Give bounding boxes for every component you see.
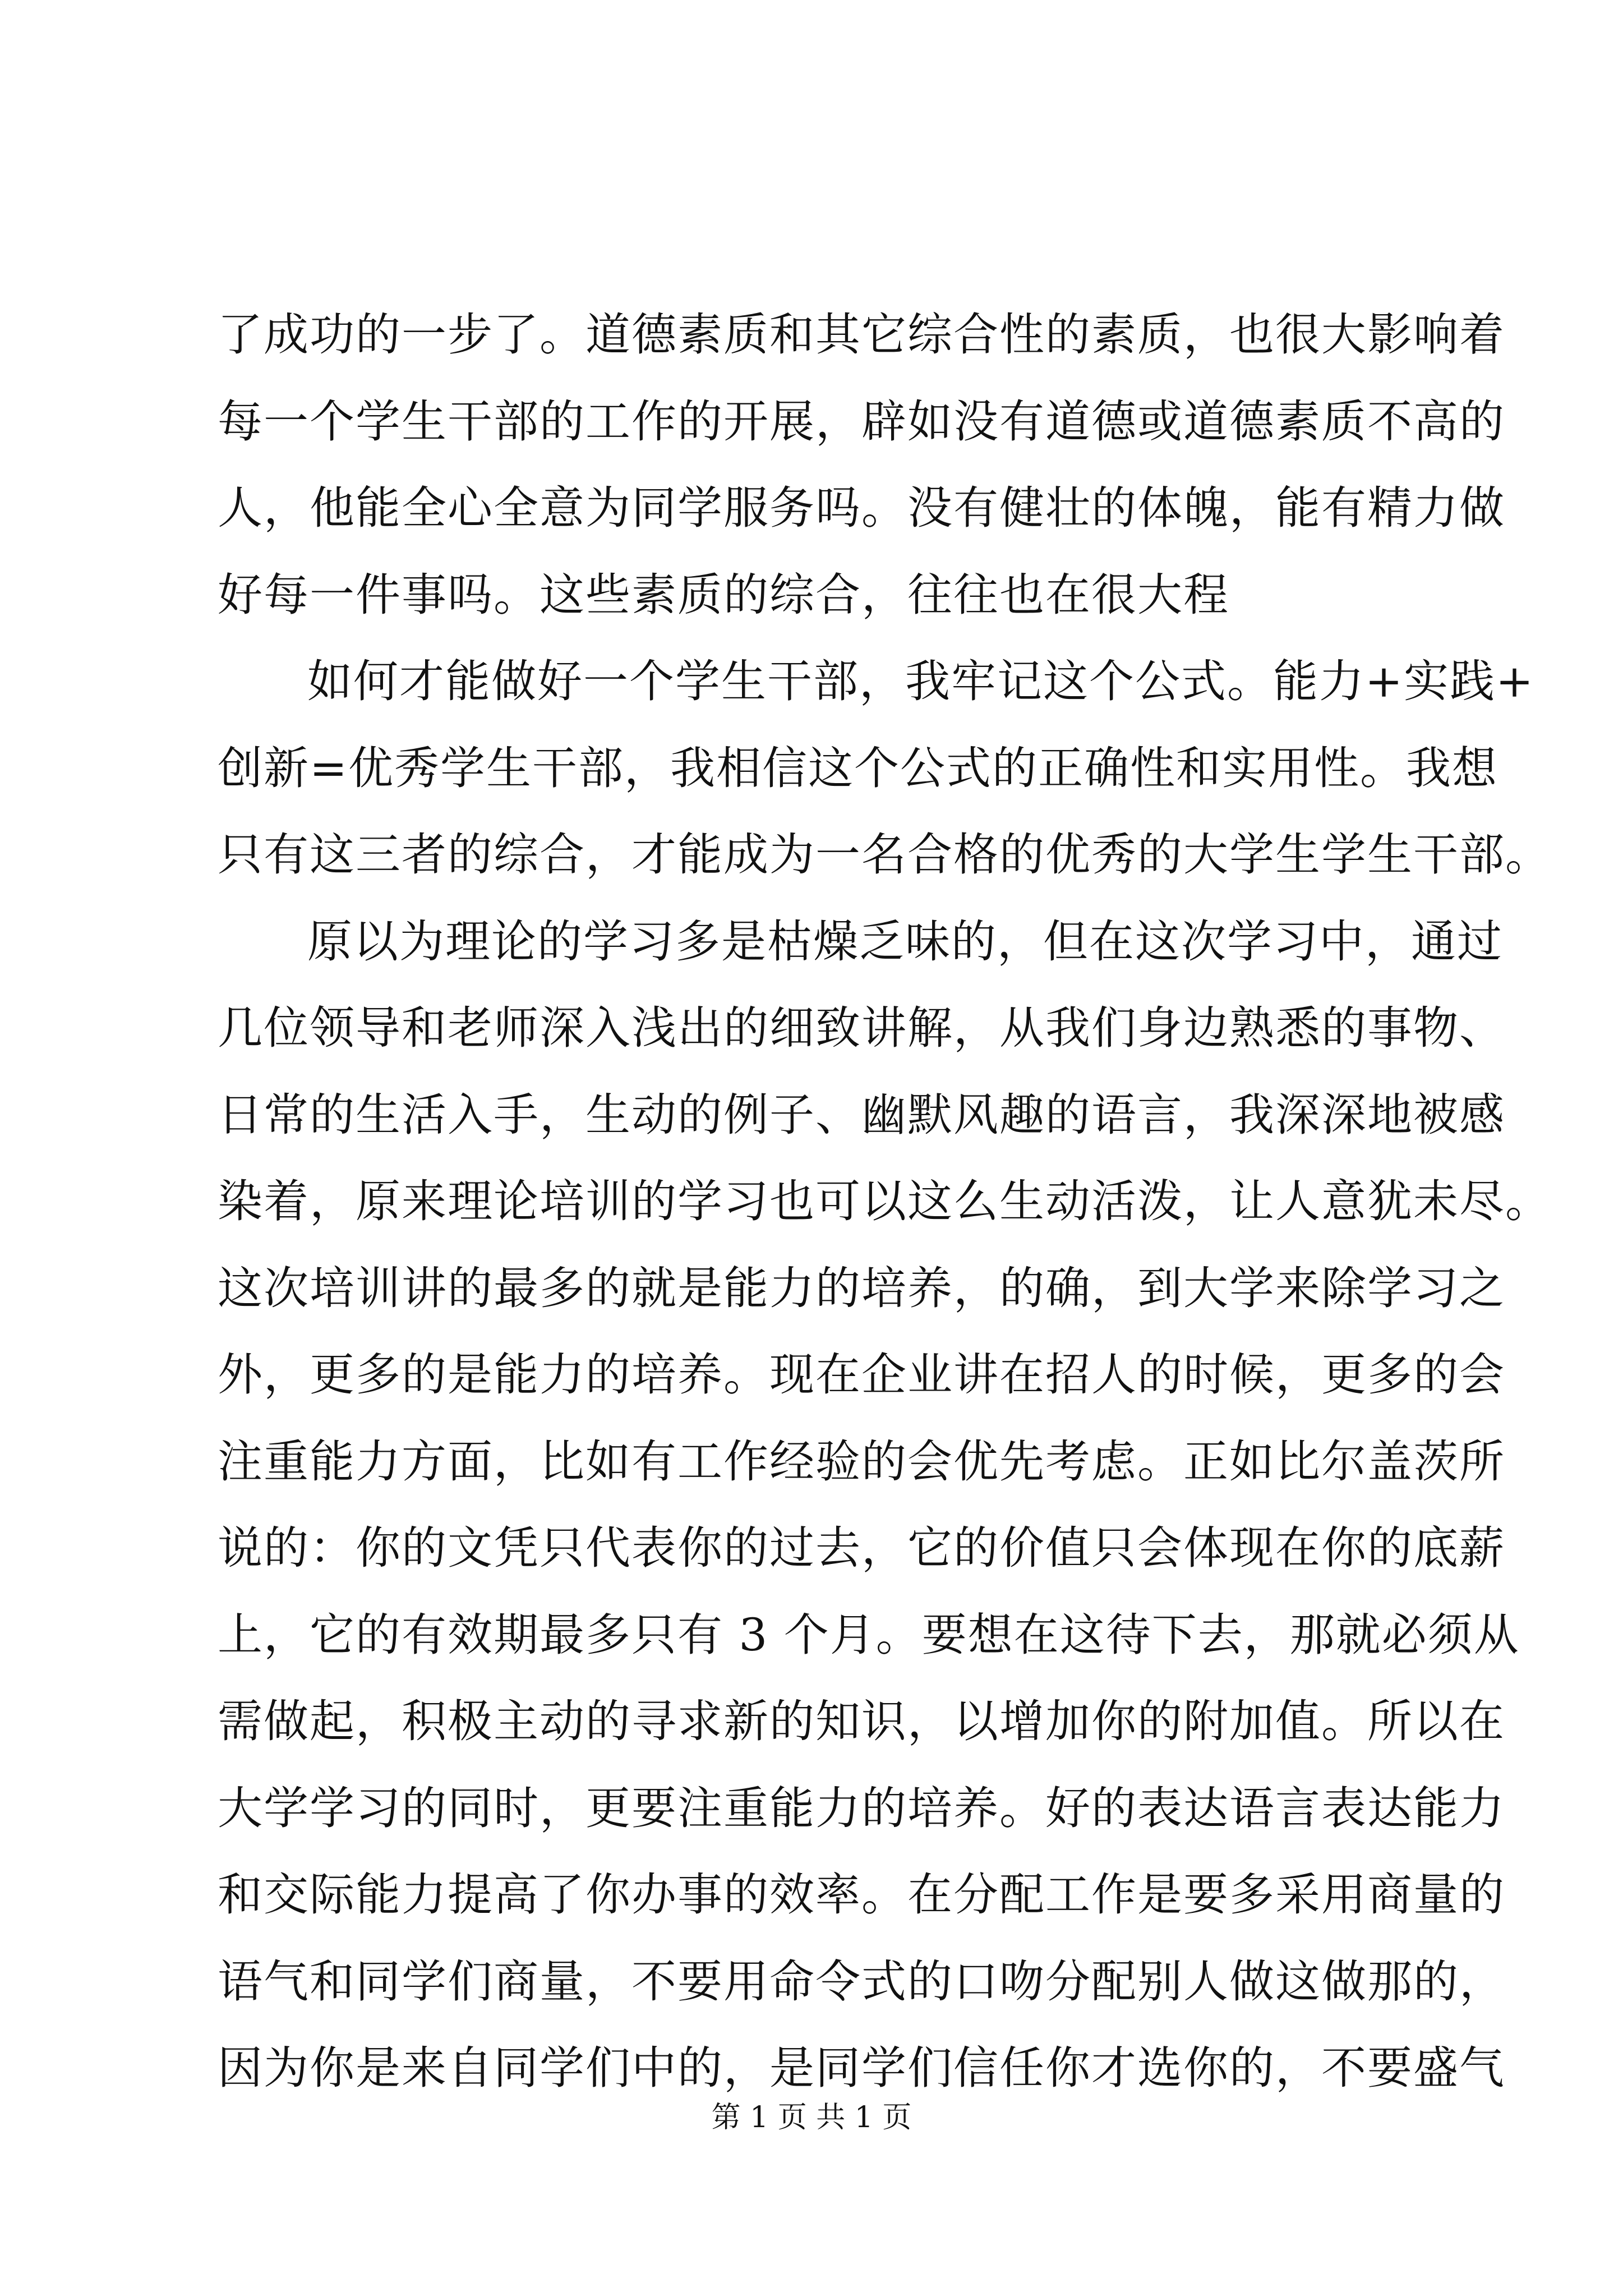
text-line: 和交际能力提高了你办事的效率。在分配工作是要多采用商量的 — [218, 1869, 1505, 1921]
text-line: 因为你是来自同学们中的，是同学们信任你才选你的，不要盛气 — [218, 2042, 1505, 2094]
text-line: 语气和同学们商量，不要用命令式的口吻分配别人做这做那的， — [218, 1955, 1505, 2008]
text-line: 每一个学生干部的工作的开展，辟如没有道德或道德素质不高的 — [218, 395, 1505, 448]
page-number-label: 第 1 页 共 1 页 — [711, 2101, 912, 2134]
text-line: 说的：你的文凭只代表你的过去，它的价值只会体现在你的底薪 — [218, 1522, 1505, 1574]
text-line: 只有这三者的综合，才能成为一名合格的优秀的大学生学生干部。 — [218, 829, 1551, 881]
text-line: 大学学习的同时，更要注重能力的培养。好的表达语言表达能力 — [218, 1782, 1505, 1834]
text-line: 需做起，积极主动的寻求新的知识，以增加你的附加值。所以在 — [218, 1695, 1505, 1747]
text-line: 染着，原来理论培训的学习也可以这么生动活泼，让人意犹未尽。 — [218, 1175, 1551, 1227]
text-line: 注重能力方面，比如有工作经验的会优先考虑。正如比尔盖茨所 — [218, 1435, 1505, 1488]
text-line: 日常的生活入手，生动的例子、幽默风趣的语言，我深深地被感 — [218, 1088, 1505, 1141]
text-line: 人，他能全心全意为同学服务吗。没有健壮的体魄，能有精力做 — [218, 482, 1505, 534]
text-line: 几位领导和老师深入浅出的细致讲解，从我们身边熟悉的事物、 — [218, 1002, 1505, 1054]
text-line: 了成功的一步了。道德素质和其它综合性的素质，也很大影响着 — [218, 309, 1505, 361]
text-line: 创新=优秀学生干部，我相信这个公式的正确性和实用性。我想 — [218, 742, 1498, 794]
text-line: 上，它的有效期最多只有 3 个月。要想在这待下去，那就必须从 — [218, 1608, 1520, 1661]
text-line: 外，更多的是能力的培养。现在企业讲在招人的时候，更多的会 — [218, 1349, 1505, 1401]
paragraph-start-line: 如何才能做好一个学生干部，我牢记这个公式。能力+实践+ — [307, 655, 1535, 707]
text-line: 这次培训讲的最多的就是能力的培养，的确，到大学来除学习之 — [218, 1262, 1505, 1314]
page-footer — [0, 2098, 1623, 2137]
document-body — [218, 292, 1551, 2112]
text-line: 好每一件事吗。这些素质的综合，往往也在很大程 — [218, 568, 1229, 621]
paragraph-start-line: 原以为理论的学习多是枯燥乏味的，但在这次学习中，通过 — [307, 915, 1503, 968]
